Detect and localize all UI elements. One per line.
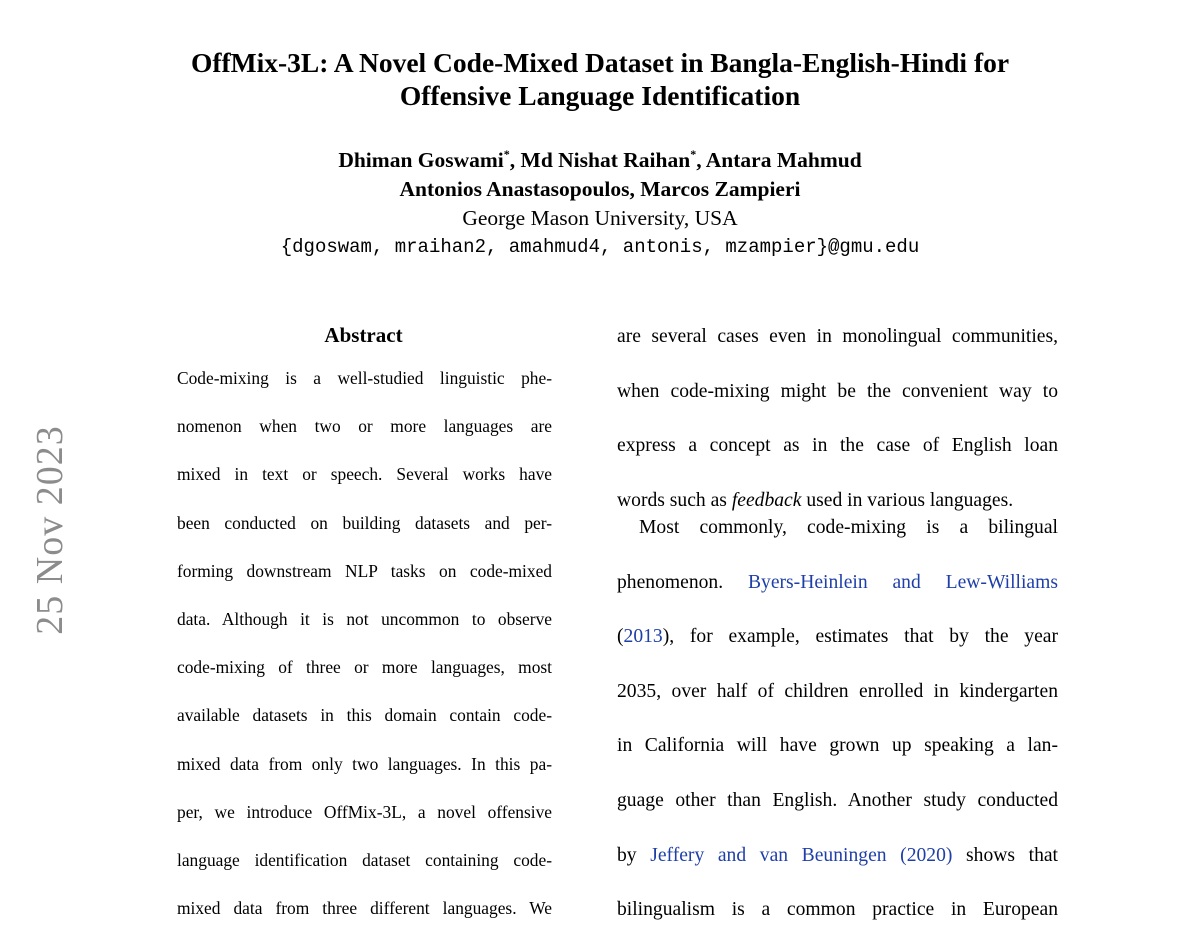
emphasis-word: feedback: [731, 489, 802, 511]
body-line: guage other than English. Another study conducted: [617, 790, 1058, 812]
citation-link-jeffery[interactable]: Jeffery and van Beuningen (2020): [650, 844, 953, 866]
body-line: [617, 845, 1058, 893]
author-line-1: Dhiman Goswami*, Md Nishat Raihan*, Antara Mahmud: [338, 147, 862, 172]
body-text: used in various languages.: [801, 489, 1014, 511]
author-line-2: Antonios Anastasopoulos, Marcos Zampieri: [399, 177, 801, 201]
author-name: Antonios Anastasopoulos: [399, 177, 630, 201]
abstract-body: [177, 366, 552, 944]
intro-paragraph-2: [617, 514, 1058, 951]
body-line: (2013), for example, estimates that by the year: [617, 626, 1058, 648]
body-text: , for example, estimates that by the year: [669, 626, 1058, 648]
citation-link-byers-heinlein[interactable]: Byers-Heinlein and Lew-Williams: [747, 571, 1058, 593]
body-text: shows that: [952, 844, 1059, 866]
abstract-line: mixed data from three different languages. We: [177, 898, 552, 919]
abstract-heading: Abstract: [324, 323, 403, 347]
abstract-line: available datasets in this domain contain code-: [177, 705, 552, 726]
body-line: when code-mixing might be the convenient way to: [617, 380, 1058, 402]
title-line-2: Offensive Language Identification: [399, 80, 801, 111]
author-name: Antara Mahmud: [705, 148, 862, 172]
title-line-1: OffMix-3L: A Novel Code-Mixed Dataset in Bangla-English-Hindi for: [190, 47, 1010, 78]
body-line: 2035, over half of children enrolled in kindergarten: [617, 680, 1058, 702]
body-text: phenomenon.: [617, 571, 748, 593]
body-text: words such as: [617, 489, 732, 511]
paper-title: [0, 46, 1200, 112]
body-line: are several cases even in monolingual communities,: [617, 326, 1058, 347]
arxiv-date-stamp: [28, 412, 72, 648]
abstract-line: per, we introduce OffMix-3L, a novel offensive: [177, 801, 552, 822]
abstract-line: Code-mixing is a well-studied linguistic phe-: [177, 368, 552, 388]
abstract-line: code-mixing of three or more languages, most: [177, 657, 552, 678]
author-name: Md Nishat Raihan: [520, 148, 691, 172]
body-line: bilingualism is a common practice in European: [617, 899, 1058, 921]
abstract-line: mixed in text or speech. Several works have: [177, 464, 552, 485]
equal-contribution-mark: *: [690, 147, 697, 161]
body-line: Most commonly, code-mixing is a bilingual: [639, 517, 1058, 539]
abstract-line: been conducted on building datasets and per-: [177, 512, 552, 533]
body-line: in California will have grown up speaking a lan-: [617, 735, 1058, 757]
abstract-line: nomenon when two or more languages are: [177, 416, 552, 437]
intro-column: [617, 323, 1058, 951]
intro-paragraph-1: [617, 323, 1058, 514]
author-block: [0, 146, 1200, 262]
equal-contribution-mark: *: [503, 147, 510, 161]
arxiv-date-text: 25 Nov 2023: [29, 425, 71, 635]
body-text: by: [617, 844, 651, 866]
author-name: Dhiman Goswami: [338, 148, 504, 172]
body-line: express a concept as in the case of English loan: [617, 435, 1058, 457]
body-line: [617, 572, 1058, 620]
body-line: [617, 490, 1013, 511]
author-name: Marcos Zampieri: [640, 177, 801, 201]
affiliation: George Mason University, USA: [462, 206, 738, 230]
author-emails: {dgoswam, mraihan2, amahmud4, antonis, mzampier}@gmu.edu: [280, 236, 920, 258]
abstract-line: data. Although it is not uncommon to observe: [177, 608, 552, 629]
abstract-line: mixed data from only two languages. In this pa-: [177, 753, 552, 774]
abstract-line: forming downstream NLP tasks on code-mixed: [177, 560, 552, 581]
citation-link-byers-heinlein-year[interactable]: 2013: [623, 626, 663, 648]
abstract-line: language identification dataset containing code-: [177, 849, 552, 870]
